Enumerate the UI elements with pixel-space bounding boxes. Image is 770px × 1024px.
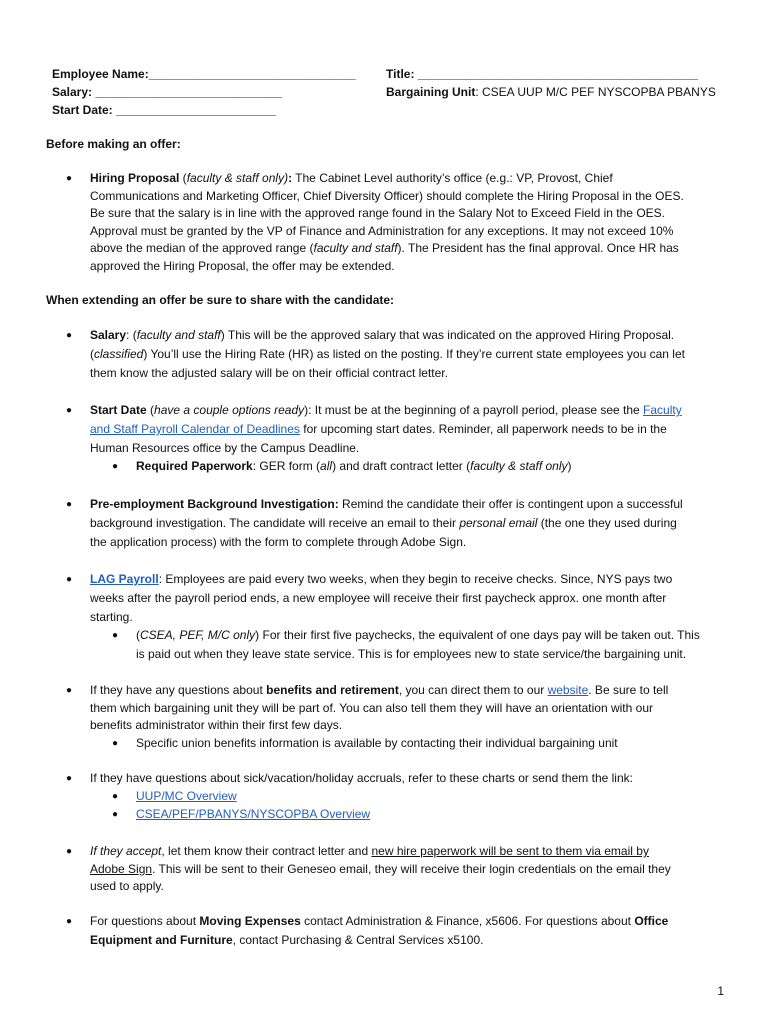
moving-part-b: Moving Expenses bbox=[199, 914, 301, 928]
required-paperwork-e: ) bbox=[567, 459, 572, 473]
lag-sub-b: CSEA, PEF, M/C only bbox=[140, 628, 256, 642]
benefits-line3: benefits administrator within their first few days. bbox=[90, 718, 343, 732]
start-date-part-d: for upcoming start dates. Reminder, all paperwork needs to be in the bbox=[299, 422, 667, 436]
title-field: Title: __________________________________________ bbox=[386, 67, 699, 81]
lag-sub-line2: is paid out when they leave state service. This is for employees new to state service/the bargaining unit. bbox=[136, 647, 687, 661]
lag-line2: weeks after the payroll period ends, a new employee will receive their first paycheck approx. one month after bbox=[90, 591, 667, 605]
lag-sub-c: ) For their first five paychecks, the equivalent of one days pay will be taken out. This bbox=[255, 628, 700, 642]
hiring-proposal-text: Hiring Proposal (faculty & staff only): The Cabinet Level authority’s office (e.g.: VP, Provost, Chief Communications and Marketing Officer, Chief Diversity Officer) should complete the Hiring Proposal in the OES. Be sure that the salary is in line with the approved range found in the Salary Not to Exceed Field in the OES. Approval must be granted by the VP of Finance and Administration for any exceptions. It may not exceed 10% above the median of the approved range (faculty and staff). The President has the final approval. Once HR has approved the Hiring Proposal, the offer may be extended. bbox=[90, 171, 684, 273]
bullet-icon: ● bbox=[66, 685, 73, 696]
accept-part-b: , let them know their contract letter and bbox=[161, 844, 372, 858]
lag-deduction-text bbox=[136, 626, 726, 664]
background-part-d: (the one they used during bbox=[537, 516, 677, 530]
hiring-proposal-line1: The Cabinet Level authority’s office (e.g.: VP, Provost, Chief bbox=[292, 171, 613, 185]
bullet-icon: ● bbox=[66, 916, 73, 927]
start-date-label: Start Date bbox=[90, 403, 147, 417]
start-date-part-b: have a couple options ready bbox=[154, 403, 305, 417]
start-date-field: Start Date: ________________________ bbox=[52, 103, 277, 117]
moving-part-e: Equipment and Furniture bbox=[90, 933, 233, 947]
accept-part-e: . This will be sent to their Geneseo email, they will receive their login credentials on the email they bbox=[152, 861, 671, 876]
bullet-icon: ● bbox=[66, 330, 73, 341]
salary-field: Salary: ____________________________ bbox=[52, 85, 283, 99]
required-paperwork-c: ) and draft contract letter ( bbox=[332, 459, 471, 473]
salary-label: Salary bbox=[90, 328, 127, 342]
bullet-icon: ● bbox=[112, 809, 119, 820]
required-paperwork-a: : GER form ( bbox=[252, 459, 321, 473]
background-investigation-text bbox=[90, 495, 726, 552]
benefits-website-link[interactable]: website bbox=[547, 683, 589, 697]
csea-overview-wrap bbox=[136, 806, 726, 824]
hiring-proposal-label: Hiring Proposal bbox=[90, 171, 180, 185]
lag-payroll-text bbox=[90, 570, 726, 627]
accept-part-c: new hire paperwork will be sent to them via email by bbox=[371, 844, 649, 858]
benefits-part-d: . Be sure to tell bbox=[588, 683, 669, 697]
moving-part-d: Office bbox=[634, 914, 669, 928]
benefits-part-b: benefits and retirement bbox=[266, 683, 399, 697]
start-date-part-a: ( bbox=[146, 403, 155, 417]
required-paperwork-d: faculty & staff only bbox=[470, 459, 568, 473]
bargaining-unit-label: Bargaining Unit bbox=[386, 85, 476, 99]
salary-line3: them know the adjusted salary will be on their official contract letter. bbox=[90, 366, 448, 380]
moving-part-a: For questions about bbox=[90, 914, 200, 928]
bullet-icon: ● bbox=[112, 630, 119, 641]
moving-expenses-text bbox=[90, 912, 726, 950]
employee-name-field: Employee Name:_______________________________ bbox=[52, 67, 356, 81]
header-right-column bbox=[386, 66, 746, 102]
accept-part-a: If they accept bbox=[90, 844, 162, 858]
bullet-icon: ● bbox=[112, 738, 119, 749]
required-paperwork-label: Required Paperwork bbox=[136, 459, 253, 473]
lag-part-a: : Employees are paid every two weeks, when they begin to receive checks. Since, NYS pays two bbox=[158, 572, 673, 586]
lag-payroll-link[interactable]: LAG Payroll bbox=[90, 572, 159, 586]
start-date-part-c: ): It must be at the beginning of a payroll period, please see the bbox=[304, 403, 644, 417]
header-left-column bbox=[52, 66, 382, 120]
hiring-proposal-line6: approved the Hiring Proposal, the offer may be extended. bbox=[90, 258, 395, 273]
payroll-calendar-link-cont[interactable]: and Staff Payroll Calendar of Deadlines bbox=[90, 422, 300, 436]
salary-part-e: classified bbox=[94, 347, 144, 361]
bullet-icon: ● bbox=[66, 173, 73, 184]
background-part-a: Remind the candidate their offer is contingent upon a successful bbox=[338, 497, 683, 511]
bargaining-unit-field bbox=[386, 84, 746, 102]
benefits-line2: them which bargaining unit they will be part of. You can also tell them they will have an orientation with our bbox=[90, 700, 653, 715]
salary-part-c: ) This will be the approved salary that was indicated on the approved Hiring Proposal. bbox=[220, 328, 675, 342]
uup-overview-wrap bbox=[136, 788, 726, 806]
lag-sub-a: ( bbox=[136, 628, 140, 642]
background-line3: the application process) with the form to complete through Adobe Sign. bbox=[90, 535, 467, 549]
moving-part-f: , contact Purchasing & Central Services x5100. bbox=[232, 933, 484, 947]
background-investigation-label: Pre-employment Background Investigation: bbox=[90, 497, 339, 511]
hiring-proposal-line5c: ). The President has the final approval. Once HR has bbox=[397, 241, 679, 255]
start-date-text bbox=[90, 401, 726, 458]
hiring-proposal-line5a: above the median of the approved range ( bbox=[90, 241, 314, 255]
moving-part-c: contact Administration & Finance, x5606. For questions about bbox=[300, 914, 635, 928]
hiring-proposal-qualifier: faculty & staff only) bbox=[186, 171, 289, 185]
accruals-text: If they have questions about sick/vacation/holiday accruals, refer to these charts or send them the link: bbox=[90, 771, 633, 785]
lag-line3: starting. bbox=[90, 610, 133, 624]
start-date-line3: Human Resources office by the Campus Deadline. bbox=[90, 441, 360, 455]
required-paperwork-text bbox=[136, 458, 726, 476]
bullet-icon: ● bbox=[112, 791, 119, 802]
accept-text bbox=[90, 843, 726, 896]
salary-part-d: ( bbox=[90, 347, 94, 361]
hiring-proposal-colon: : bbox=[288, 171, 293, 185]
benefits-part-a: If they have any questions about bbox=[90, 683, 267, 697]
background-part-c: personal email bbox=[459, 516, 538, 530]
section-heading-before-offer: Before making an offer: bbox=[46, 137, 181, 151]
section-heading-extending-offer: When extending an offer be sure to share with the candidate: bbox=[46, 293, 395, 307]
background-part-b: background investigation. The candidate will receive an email to their bbox=[90, 516, 460, 530]
bullet-icon: ● bbox=[66, 574, 73, 585]
hiring-proposal-line5b: faculty and staff bbox=[313, 241, 398, 255]
salary-part-b: faculty and staff bbox=[136, 328, 221, 342]
bullet-icon: ● bbox=[66, 846, 73, 857]
benefits-part-c: , you can direct them to our bbox=[398, 683, 548, 697]
csea-overview-link[interactable]: CSEA/PEF/PBANYS/NYSCOPBA Overview bbox=[136, 807, 371, 821]
accept-part-d: Adobe Sign bbox=[90, 861, 153, 876]
salary-text bbox=[90, 326, 726, 383]
hiring-proposal-line3: Be sure that the salary is in line with the approved range found in the Salary Not to Exceed Field in the OES. bbox=[90, 206, 665, 220]
bullet-icon: ● bbox=[66, 405, 73, 416]
bullet-icon: ● bbox=[112, 461, 119, 472]
salary-part-f: ) You’ll use the Hiring Rate (HR) as listed on the posting. If they’re current state employees you can let bbox=[143, 347, 685, 361]
hiring-proposal-line4: Approval must be granted by the VP of Finance and Administration for any exceptions. It may not exceed 10% bbox=[90, 223, 674, 238]
benefits-text bbox=[90, 682, 726, 735]
bullet-icon: ● bbox=[66, 499, 73, 510]
accept-line3: used to apply. bbox=[90, 879, 164, 893]
union-benefits-text: Specific union benefits information is available by contacting their individual bargaining unit bbox=[136, 736, 618, 750]
uup-mc-overview-link[interactable]: UUP/MC Overview bbox=[136, 789, 237, 803]
required-paperwork-b: all bbox=[320, 459, 333, 473]
page-number: 1 bbox=[717, 984, 724, 998]
hiring-proposal-line2: Communications and Marketing Officer, Chief Diversity Officer) should complete the Hiring Proposal in the OES. bbox=[90, 188, 684, 203]
payroll-calendar-link[interactable]: Faculty bbox=[643, 403, 682, 417]
bargaining-unit-options: : CSEA UUP M/C PEF NYSCOPBA PBANYS bbox=[475, 85, 716, 99]
salary-part-a: : ( bbox=[126, 328, 137, 342]
bullet-icon: ● bbox=[66, 773, 73, 784]
